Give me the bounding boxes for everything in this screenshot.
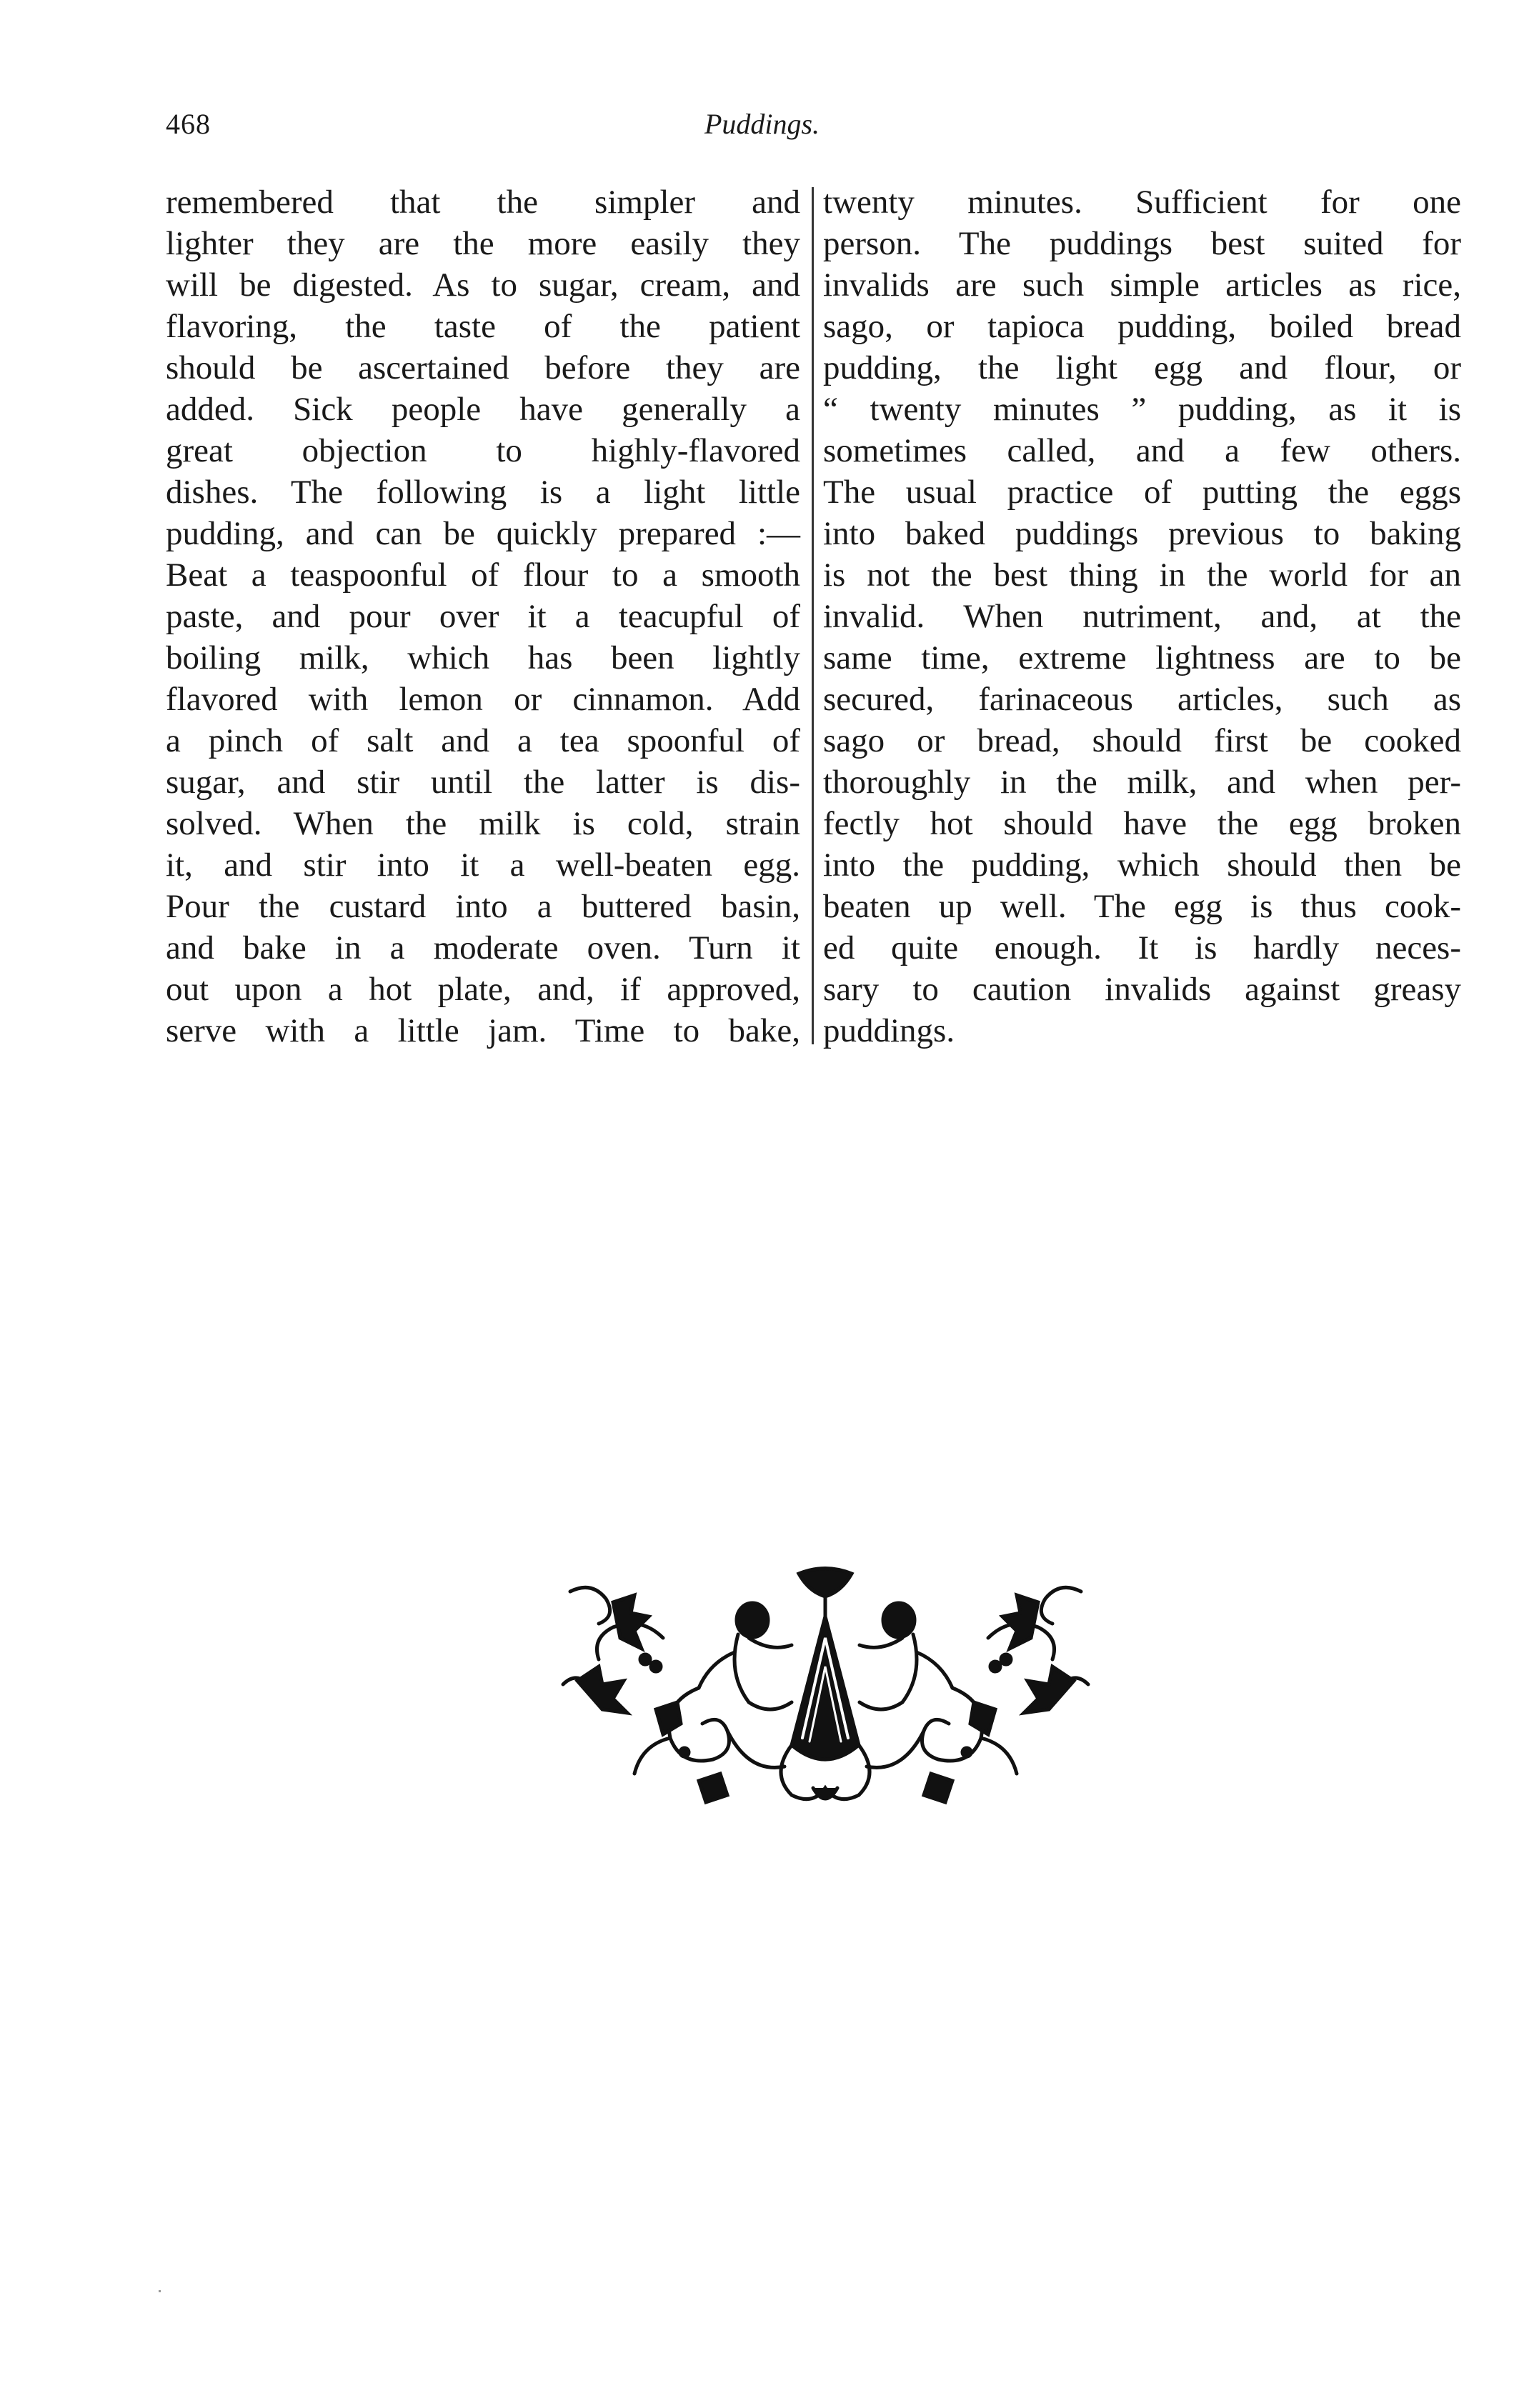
text-line: it, and stir into it a well-beaten egg. bbox=[166, 846, 800, 884]
text-line: beaten up well. The egg is thus cook- bbox=[823, 888, 1461, 925]
text-line: will be digested. As to sugar, cream, and bbox=[166, 266, 800, 304]
text-line: dishes. The following is a light little bbox=[166, 474, 800, 511]
text-line: sago, or tapioca pudding, boiled bread bbox=[823, 308, 1461, 345]
text-line: out upon a hot plate, and, if approved, bbox=[166, 971, 800, 1008]
text-line: pudding, the light egg and flour, or bbox=[823, 349, 1461, 386]
text-line: Pour the custard into a buttered basin, bbox=[166, 888, 800, 925]
text-line: flavoring, the taste of the patient bbox=[166, 308, 800, 345]
text-line: remembered that the simpler and bbox=[166, 184, 800, 221]
right-column bbox=[823, 181, 1461, 1051]
text-line: secured, farinaceous articles, such as bbox=[823, 681, 1461, 718]
text-line: invalids are such simple articles as rice, bbox=[823, 266, 1461, 304]
text-line: sugar, and stir until the latter is dis- bbox=[166, 764, 800, 801]
text-line: The usual practice of putting the eggs bbox=[823, 474, 1461, 511]
text-line: sary to caution invalids against greasy bbox=[823, 971, 1461, 1008]
page-number: 468 bbox=[166, 108, 211, 140]
text-line: person. The puddings best suited for bbox=[823, 225, 1461, 262]
running-head: Puddings. bbox=[704, 108, 820, 140]
text-line: is not the best thing in the world for an bbox=[823, 556, 1461, 594]
text-line: and bake in a moderate oven. Turn it bbox=[166, 929, 800, 966]
text-line: thoroughly in the milk, and when per- bbox=[823, 764, 1461, 801]
text-line: invalid. When nutriment, and, at the bbox=[823, 598, 1461, 635]
text-line: sometimes called, and a few others. bbox=[823, 432, 1461, 469]
text-line: Beat a teaspoonful of flour to a smooth bbox=[166, 556, 800, 594]
text-line: puddings. bbox=[823, 1012, 955, 1049]
tailpiece-ornament-icon bbox=[556, 1559, 1095, 1813]
text-line: should be ascertained before they are bbox=[166, 349, 800, 386]
text-line: twenty minutes. Sufficient for one bbox=[823, 184, 1461, 221]
text-line: fectly hot should have the egg broken bbox=[823, 805, 1461, 842]
column-divider bbox=[812, 187, 814, 1044]
text-line: into baked puddings previous to baking bbox=[823, 515, 1461, 552]
text-line: same time, extreme lightness are to be bbox=[823, 639, 1461, 676]
text-line: flavored with lemon or cinnamon. Add bbox=[166, 681, 800, 718]
text-line: added. Sick people have generally a bbox=[166, 391, 800, 428]
text-line: “ twenty minutes ” pudding, as it is bbox=[823, 391, 1461, 428]
left-column bbox=[166, 181, 800, 1051]
text-line: into the pudding, which should then be bbox=[823, 846, 1461, 884]
page-speck bbox=[159, 2290, 161, 2292]
text-line: ed quite enough. It is hardly neces- bbox=[823, 929, 1461, 966]
text-line: solved. When the milk is cold, strain bbox=[166, 805, 800, 842]
text-line: pudding, and can be quickly prepared :— bbox=[166, 515, 800, 552]
text-line: boiling milk, which has been lightly bbox=[166, 639, 800, 676]
text-line: great objection to highly-flavored bbox=[166, 432, 800, 469]
text-line: serve with a little jam. Time to bake, bbox=[166, 1012, 800, 1049]
text-line: sago or bread, should first be cooked bbox=[823, 722, 1461, 759]
text-line: a pinch of salt and a tea spoonful of bbox=[166, 722, 800, 759]
text-line: paste, and pour over it a teacupful of bbox=[166, 598, 800, 635]
text-line: lighter they are the more easily they bbox=[166, 225, 800, 262]
